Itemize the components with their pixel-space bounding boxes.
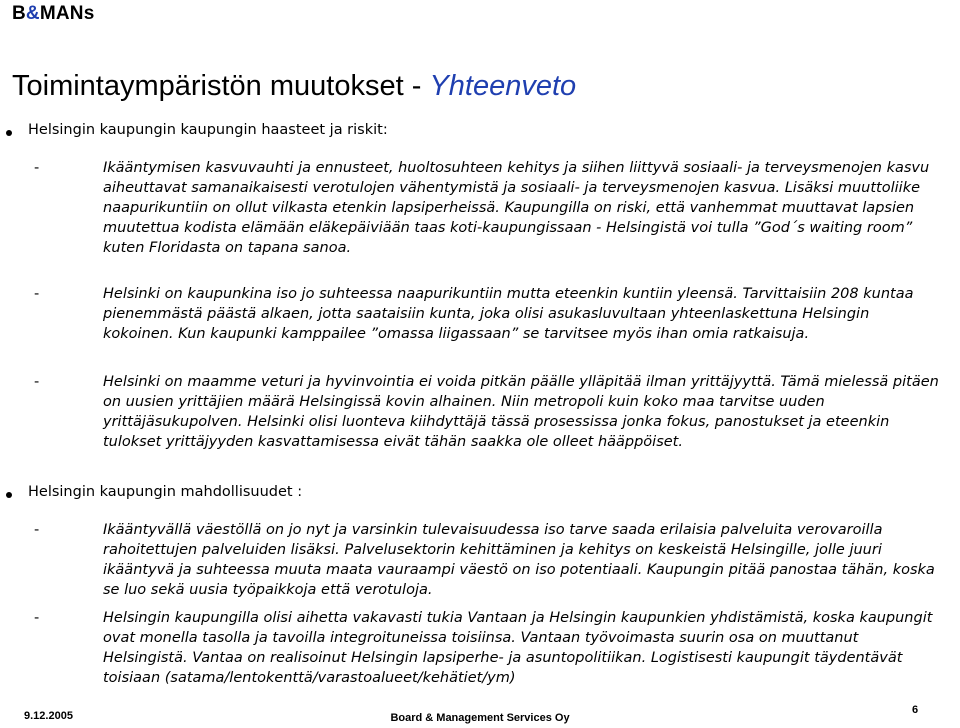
list-item-text (103, 372, 941, 452)
list-item-text (103, 608, 941, 688)
dash-marker: - (34, 610, 40, 626)
logo-letter-b: B (12, 3, 26, 24)
logo-ampersand: & (25, 3, 40, 24)
list-item-text (103, 158, 941, 258)
footer-date: 9.12.2005 (24, 710, 73, 722)
slide-title (12, 70, 576, 103)
bullet-icon (6, 492, 12, 498)
italic-text: Helsinki on maamme veturi ja hyvinvointia ei voida pitkän päälle ylläpitää ilman yrittäjyyttä. Tämä mielessä pitäen on uusien yrittäjien määrä Helsingissä kovin alhainen. Niin metropoli kuin koko maa tarvitse uuden yrittäjäsukupolven. Helsinki olisi luonteva kiihdyttäjä tässä prosessissa jonka fokus, panostukset ja eteenkin tulokset yrittäjyyden kasvattamisessa eivät tähän saakka ole olleet hääppöiset. (103, 374, 939, 450)
section-heading-text: Helsingin kaupungin mahdollisuudet : (28, 484, 303, 500)
section-heading-text: Helsingin kaupungin kaupungin haasteet ja riskit: (28, 122, 388, 138)
dash-marker: - (34, 160, 40, 176)
footer-company: Board & Management Services Oy (390, 712, 570, 724)
italic-text: Helsinki on kaupunkina iso jo suhteessa naapurikuntiin mutta eteenkin kuntiin yleensä. Tarvittaisiin 208 kuntaa pienemmästä päästä alkaen, jotta saataisiin kunta, joka olisi asukasluvultaan yhteenlaskettuna Helsingin kokoinen. Kun kaupunki kamppailee ”omassa liigassaan” se tarvitsee myös ihan omia ratkaisuja. (103, 286, 914, 342)
list-item-text (103, 284, 941, 344)
dash-marker: - (34, 374, 40, 390)
list-item-text (103, 520, 941, 600)
bullet-icon (6, 130, 12, 136)
logo-letters-mans: MANs (39, 3, 95, 24)
slide-title-accent: Yhteenveto (429, 70, 577, 102)
italic-text: Ikääntyvällä väestöllä on jo nyt ja varsinkin tulevaisuudessa iso tarve saada erilaisia palveluita verovaroilla rahoitettujen palveluiden lisäksi. Palvelusektorin kehittäminen ja kehitys on keskeistä Helsingille, jolle juuri ikääntyvä ja suhteessa muuta maata vauraampi väestö on iso potentiaali. Kaupungin pitää panostaa tähän, koska se luo sekä uusia työpaikkoja että verotuloja. (103, 522, 935, 598)
italic-text: Ikääntymisen kasvuvauhti ja ennusteet, huoltosuhteen kehitys ja siihen liittyvä sosiaali- ja terveysmenojen kasvu aiheuttavat samanaikaisesti verotulojen vähentymistä ja sosiaali- ja terveysmenojen kasvua. Lisäksi muuttoliike naapurikuntiin on ollut vilkasta etenkin lapsiperheissä. Kaupungilla on riski, että vanhemmat muuttavat lapsien muutettua kodista elämään eläkepäiviään taas koti-kaupungissaan - Helsingistä voi tulla ”God´s waiting room” kuten Floridasta on tapana sanoa. (103, 160, 930, 256)
page-number: 6 (912, 704, 919, 716)
italic-text: Helsingin kaupungilla olisi aihetta vakavasti tukia Vantaan ja Helsingin kaupunkien yhdistämistä, koska kaupungit ovat monella tasolla ja tavoilla integroituneissa toisiinsa. Vantaan työvoimasta suurin osa on muuttanut Helsingistä. Vantaa on realisoinut Helsingin lapsiperhe- ja asuntopolitiikan. Logistisesti kaupungit täydentävät toisiaan (satama/lentokenttä/varastoalueet/kehätiet/ym) (103, 610, 933, 686)
dash-marker: - (34, 286, 40, 302)
company-logo (12, 3, 94, 25)
dash-marker: - (34, 522, 40, 538)
slide-title-main: Toimintaympäristön muutokset - (12, 70, 430, 102)
